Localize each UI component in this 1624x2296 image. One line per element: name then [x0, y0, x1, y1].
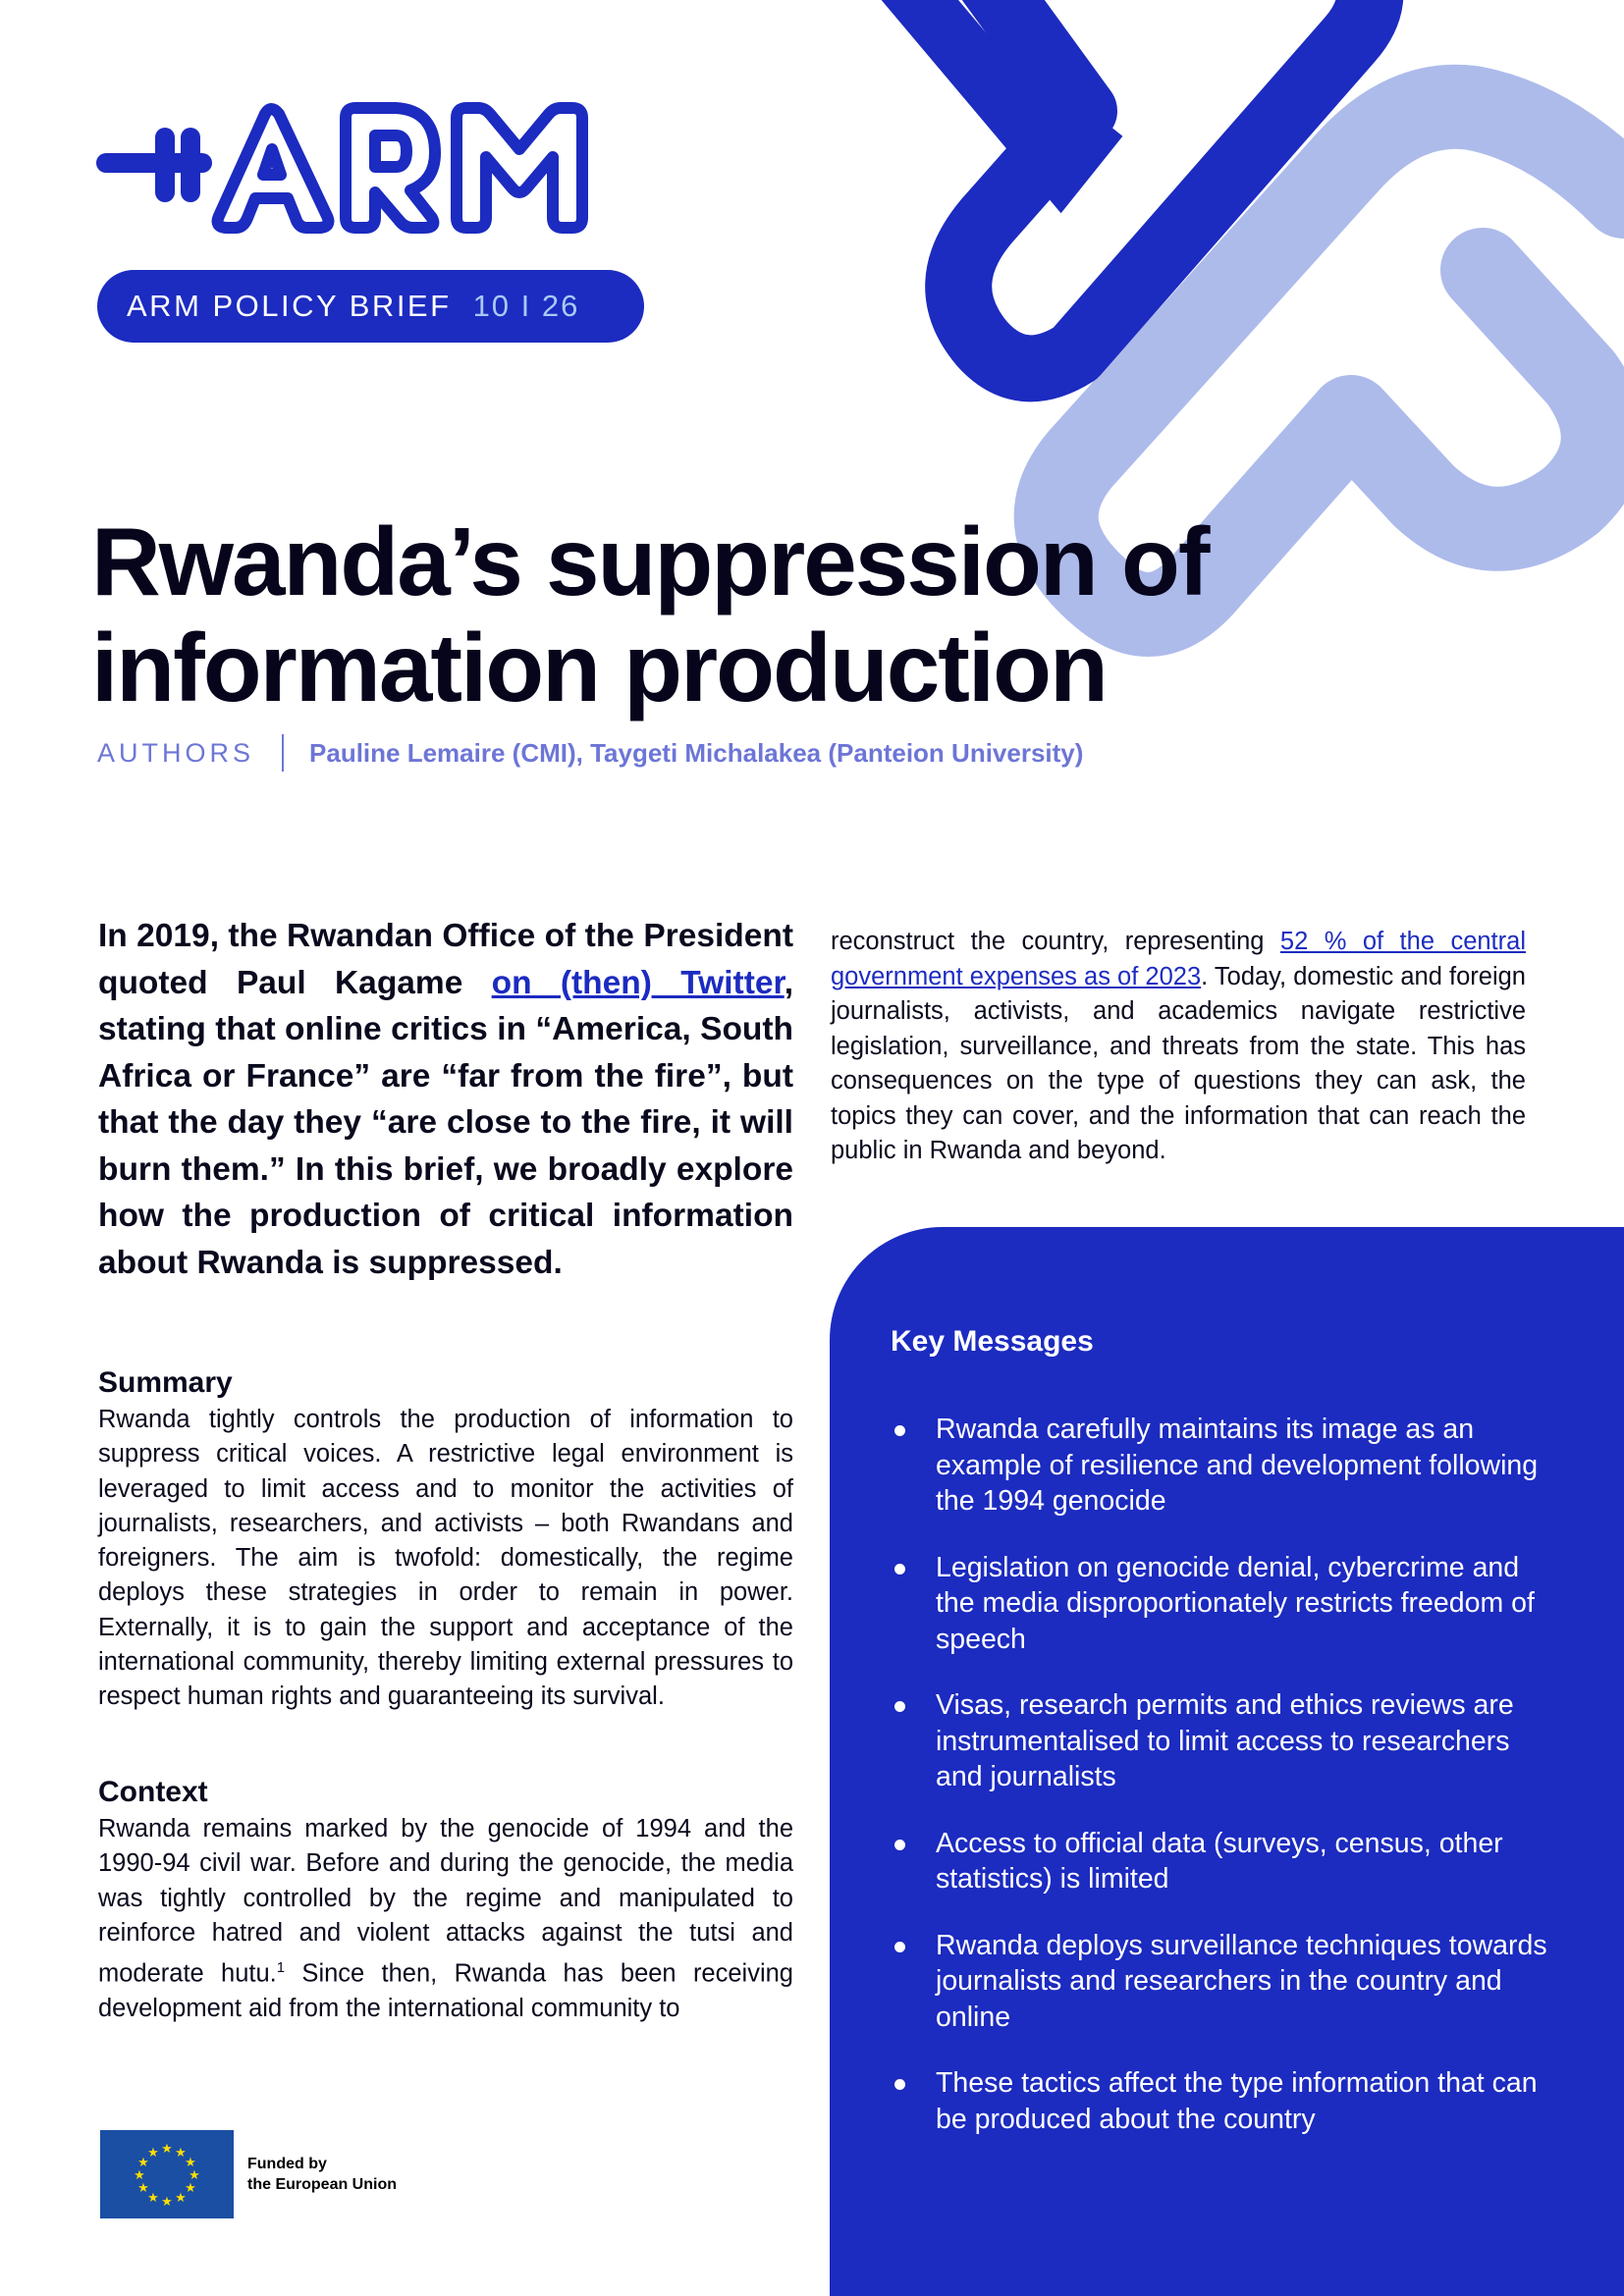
intro-text-start: reconstruct the country, representing: [831, 928, 1280, 955]
bullet-icon: [894, 1701, 905, 1712]
svg-text:★: ★: [147, 2191, 159, 2206]
list-item: [891, 1550, 1558, 1658]
twitter-link[interactable]: on (then) Twitter: [491, 964, 785, 1001]
svg-text:★: ★: [185, 2156, 196, 2170]
summary-heading: Summary: [98, 1366, 233, 1399]
key-messages-heading: Key Messages: [891, 1325, 1094, 1358]
key-message-text: Rwanda deploys surveillance techniques towards journalists and researchers in the country and online: [936, 1929, 1547, 2033]
key-message-text: These tactics affect the type information that can be produced about the country: [936, 2067, 1538, 2135]
bullet-icon: [894, 1942, 905, 1952]
svg-text:★: ★: [185, 2181, 196, 2196]
intro-text-end: . Today, domestic and foreign journalists, activists, and academics navigate restrictive legislation, surveillance, and threats from the state. This has consequences on the type of questions they can ask, the topics they can cover, and the information that can reach the public in Rwanda and beyond.: [831, 962, 1526, 1164]
lead-text-start: In 2019, the Rwandan Office of the President quoted Paul Kagame: [98, 918, 793, 1001]
lead-paragraph: [98, 913, 793, 1286]
list-item: [891, 1826, 1558, 1897]
summary-body: Rwanda tightly controls the production of information to suppress critical voices. A restrictive legal environment is leveraged to limit access and to monitor the activities of journalists, researchers, and activists – both Rwandans and foreigners. The aim is twofold: domestically, the regime deploys these strategies in order to remain in power. Externally, it is to gain the support and acceptance of the international community, thereby limiting external pressures to respect human rights and guaranteeing its survival.: [98, 1406, 793, 1711]
policy-brief-number: 10 I 26: [472, 289, 580, 323]
key-message-text: Legislation on genocide denial, cybercrime and the media disproportionately restricts freedom of speech: [936, 1551, 1535, 1655]
expenses-link[interactable]: 52 % of the central government expenses as of 2023: [831, 928, 1526, 990]
bullet-icon: [894, 1840, 905, 1850]
lead-text-end: , stating that online critics in “America, South Africa or France” are “far from the fire”, but that the day they “are close to the fire, it will burn them.” In this brief, we broadly explore how the production of critical information about Rwanda is suppressed.: [98, 964, 793, 1281]
funding-line-1: Funded by: [247, 2156, 327, 2172]
context-text-end: Since then, Rwanda has been receiving development aid from the international community to: [98, 1959, 793, 2022]
list-item: [891, 1412, 1558, 1520]
context-body: [98, 1812, 793, 2026]
key-message-text: Access to official data (surveys, census, other statistics) is limited: [936, 1827, 1503, 1895]
svg-text:★: ★: [147, 2146, 159, 2161]
svg-text:★: ★: [175, 2191, 187, 2206]
list-item: [891, 2065, 1558, 2137]
svg-text:★: ★: [175, 2146, 187, 2161]
svg-text:★: ★: [189, 2168, 200, 2183]
title-line-2: information production: [91, 614, 1107, 721]
policy-brief-badge: [97, 270, 644, 343]
list-item: [891, 1687, 1558, 1795]
funding-line-2: the European Union: [247, 2176, 397, 2193]
authors-line: [97, 734, 1083, 772]
svg-text:★: ★: [161, 2142, 173, 2157]
title-line-1: Rwanda’s suppression of: [91, 507, 1209, 615]
footnote-marker[interactable]: 1: [276, 1959, 286, 1977]
svg-text:★: ★: [161, 2195, 173, 2210]
page-title: [91, 508, 1368, 721]
context-section: [98, 1775, 793, 2026]
context-continuation: [831, 925, 1526, 1169]
context-heading: Context: [98, 1776, 208, 1808]
authors-names: Pauline Lemaire (CMI), Taygeti Michalakea (Panteion University): [309, 737, 1084, 768]
funding-text: [247, 2154, 397, 2195]
key-messages-list: [891, 1412, 1558, 2167]
authors-divider: [282, 734, 284, 772]
bullet-icon: [894, 1564, 905, 1575]
list-item: [891, 1928, 1558, 2036]
svg-text:★: ★: [134, 2168, 145, 2183]
context-text-start: Rwanda remains marked by the genocide of 1994 and the 1990-94 civil war. Before and during the genocide, the media was tightly controlled by the regime and manipulated to reinforce hatred and violent attacks against the tutsi and moderate hutu.: [98, 1815, 793, 1988]
svg-text:★: ★: [137, 2181, 149, 2196]
key-messages-panel: [830, 1227, 1624, 2296]
eu-flag-icon: [100, 2130, 234, 2218]
bullet-icon: [894, 1425, 905, 1436]
bullet-icon: [894, 2079, 905, 2090]
key-message-text: Rwanda carefully maintains its image as an example of resilience and development following the 1994 genocide: [936, 1414, 1539, 1517]
summary-section: [98, 1365, 793, 1715]
svg-text:★: ★: [137, 2156, 149, 2170]
arm-logo: [96, 96, 631, 234]
authors-label: AUTHORS: [97, 737, 255, 768]
policy-brief-label: ARM POLICY BRIEF: [127, 289, 452, 323]
key-message-text: Visas, research permits and ethics reviews are instrumentalised to limit access to researchers and journalists: [936, 1689, 1514, 1792]
eu-funding-badge: [100, 2130, 397, 2218]
